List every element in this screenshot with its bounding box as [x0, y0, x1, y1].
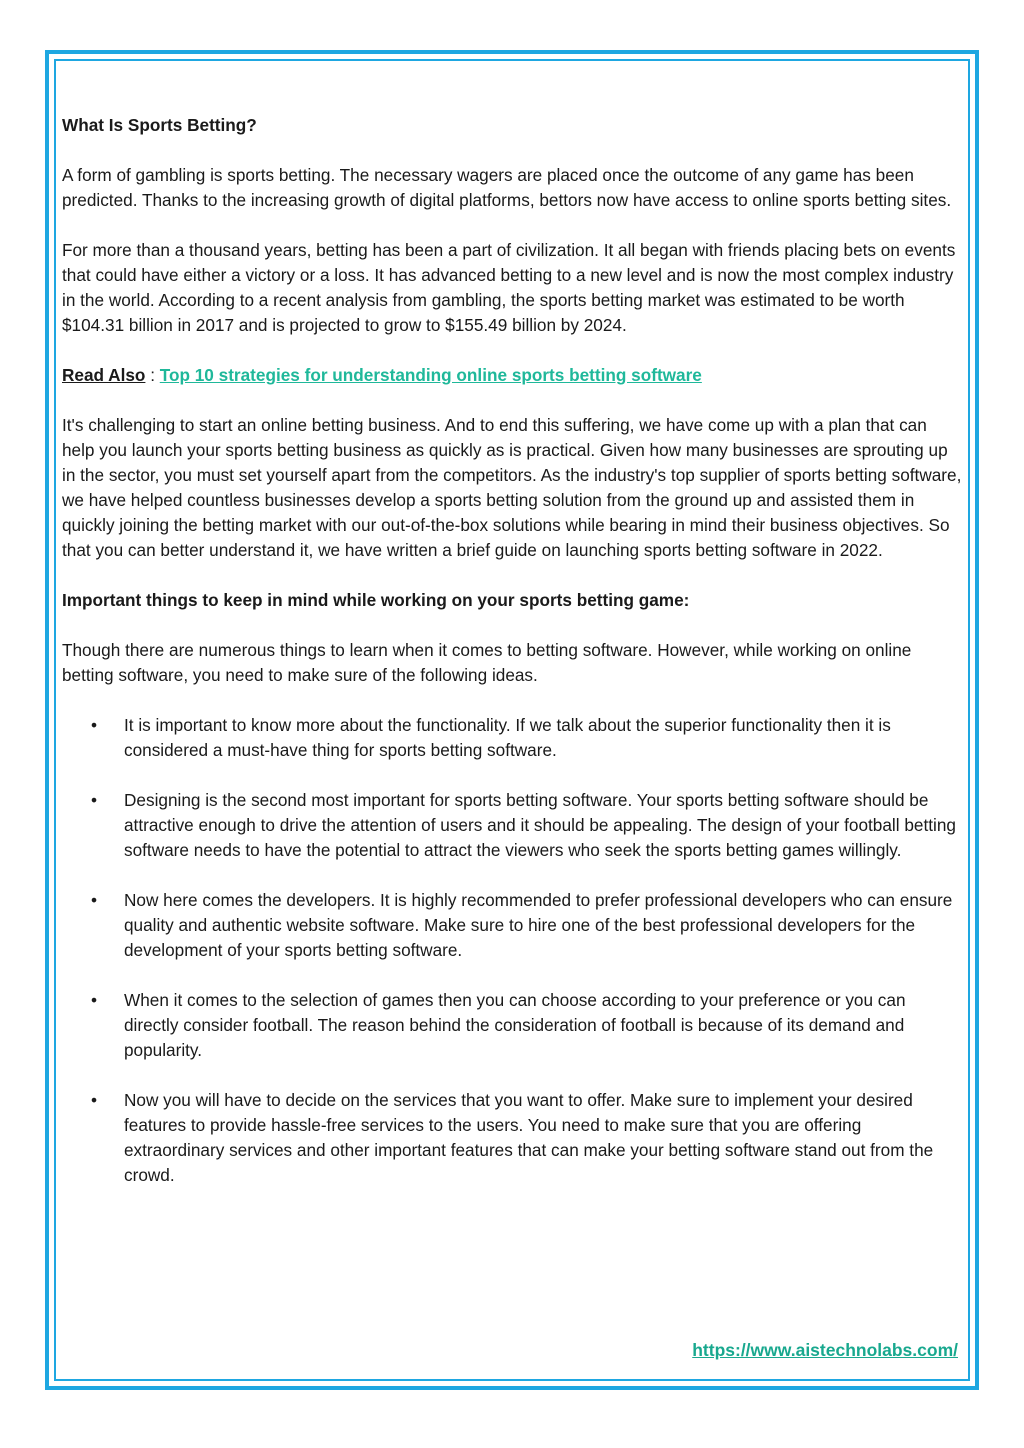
list-item: [62, 1088, 962, 1188]
bullet-marker: •: [91, 890, 98, 910]
read-also-line: [62, 363, 962, 388]
list-item-text: Now here comes the developers. It is highly recommended to prefer professional developers who can ensure quality and authentic website software. Make sure to hire one of the best professional developers for the development of your sports betting software.: [124, 890, 953, 960]
read-also-link[interactable]: Top 10 strategies for understanding online sports betting software: [159, 365, 702, 385]
read-also-label: Read Also: [62, 365, 146, 385]
paragraph-intro: A form of gambling is sports betting. The necessary wagers are placed once the outcome of any game has been predicted. Thanks to the increasing growth of digital platforms, bettors now have access to online sports betting sites.: [62, 165, 952, 210]
heading-what-is-sports-betting: What Is Sports Betting?: [62, 115, 257, 135]
bullet-marker: •: [91, 990, 98, 1010]
list-item-text: It is important to know more about the functionality. If we talk about the superior functionality then it is considered a must-have thing for sports betting software.: [124, 715, 891, 760]
list-item-text: Designing is the second most important for sports betting software. Your sports betting software should be attractive enough to drive the attention of users and it should be appealing. The design of your football betting software needs to have the potential to attract the viewers who seek the sports betting games willingly.: [124, 790, 956, 860]
heading-important-things: Important things to keep in mind while working on your sports betting game:: [62, 590, 690, 610]
footer-website-link[interactable]: https://www.aistechnolabs.com/: [692, 1340, 958, 1360]
bullet-list: [62, 713, 962, 1188]
paragraph-ideas: Though there are numerous things to learn when it comes to betting software. However, while working on online betting software, you need to make sure of the following ideas.: [62, 640, 912, 685]
list-item: [62, 713, 962, 763]
bullet-marker: •: [91, 790, 98, 810]
paragraph-history: For more than a thousand years, betting has been a part of civilization. It all began with friends placing bets on events that could have either a victory or a loss. It has advanced betting to a new level and is now the most complex industry in the world. According to a recent analysis from gambling, the sports betting market was estimated to be worth $104.31 billion in 2017 and is projected to grow to $155.49 billion by 2024.: [62, 240, 956, 335]
article: [62, 113, 962, 1213]
bullet-marker: •: [91, 1090, 98, 1110]
bullet-marker: •: [91, 715, 98, 735]
list-item: [62, 888, 962, 963]
read-also-separator: :: [145, 365, 160, 385]
list-item-text: Now you will have to decide on the services that you want to offer. Make sure to implement your desired features to provide hassle-free services to the users. You need to make sure that you are offering extraordinary services and other important features that can make your betting software stand out from the crowd.: [124, 1090, 934, 1185]
list-item-text: When it comes to the selection of games then you can choose according to your preference or you can directly consider football. The reason behind the consideration of football is because of its demand and popularity.: [124, 990, 906, 1060]
list-item: [62, 988, 962, 1063]
list-item: [62, 788, 962, 863]
paragraph-business: It's challenging to start an online betting business. And to end this suffering, we have come up with a plan that can help you launch your sports betting business as quickly as is practical. Given how many businesses are sprouting up in the sector, you must set yourself apart from the competitors. As the industry's top supplier of sports betting software, we have helped countless businesses develop a sports betting solution from the ground up and assisted them in quickly joining the betting market with our out-of-the-box solutions while bearing in mind their business objectives. So that you can better understand it, we have written a brief guide on launching sports betting software in 2022.: [62, 415, 962, 560]
